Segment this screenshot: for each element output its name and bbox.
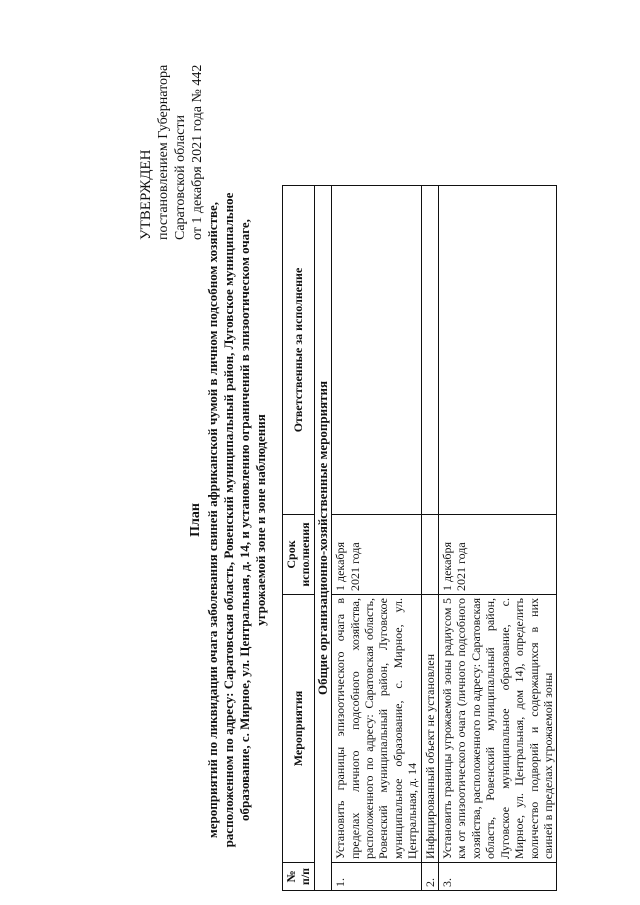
table-row — [421, 186, 438, 891]
header-responsible: Ответственные за исполнение — [283, 186, 315, 515]
row-term — [421, 515, 438, 595]
row-activity: Установить границы эпизоотического очага в пределах личного подсобного хозяйства, расположенного по адресу: Саратовская область, Ровенский муниципальный район, Луговское муниципальное образование, с. Мирное, ул. Центральная, д. 14 — [332, 595, 421, 863]
section-row — [314, 186, 331, 891]
row-responsible — [439, 186, 557, 515]
row-term: 1 декабря 2021 года — [332, 515, 421, 595]
table-row — [439, 186, 557, 891]
title-line: образование, с. Мирное, ул. Центральная, д. 14, и установлению ограничений в эпизоотическом очаге, — [237, 219, 252, 821]
title-plan: План — [188, 503, 203, 537]
approval-line: Саратовской области — [173, 115, 188, 240]
table-header-row — [283, 186, 315, 891]
row-number: 3. — [439, 863, 557, 891]
row-responsible — [421, 186, 438, 515]
title-line: мероприятий по ликвидации очага заболевания свиней африканской чумой в личном подсобном хозяйстве, — [205, 201, 220, 839]
row-number: 1. — [332, 863, 421, 891]
section-title: Общие организационно-хозяйственные мероприятия — [314, 186, 331, 891]
row-number: 2. — [421, 863, 438, 891]
approval-line: от 1 декабря 2021 года № 442 — [190, 64, 205, 240]
header-term: Срок исполнения — [283, 515, 315, 595]
document-title — [188, 180, 269, 860]
header-num: № п/п — [283, 863, 315, 891]
row-activity: Инфицированный объект не установлен — [421, 595, 438, 863]
title-line: расположенном по адресу: Саратовская область, Ровенский муниципальный район, Луговское муниципальное — [221, 192, 236, 848]
row-responsible — [332, 186, 421, 515]
title-line: угрожаемой зоне и зоне наблюдения — [253, 414, 268, 626]
row-term: 1 декабря 2021 года — [439, 515, 557, 595]
header-activity: Мероприятия — [283, 595, 315, 863]
plan-table — [282, 185, 557, 891]
row-activity: Установить границы угрожаемой зоны радиусом 5 км от эпизоотического очага (личного подсобного хозяйства, расположенного по адресу: Саратовская область, Ровенский муниципальный район, Луговское муниципальное образование, с. Мирное, ул. Центральная, дом 14), определить количество подворий и содержащихся в них свиней в пределах угрожаемой зоны — [439, 595, 557, 863]
approval-line: постановлением Губернатора — [156, 64, 171, 240]
table-row — [332, 186, 421, 891]
approval-heading: УТВЕРЖДЕН — [138, 149, 154, 240]
